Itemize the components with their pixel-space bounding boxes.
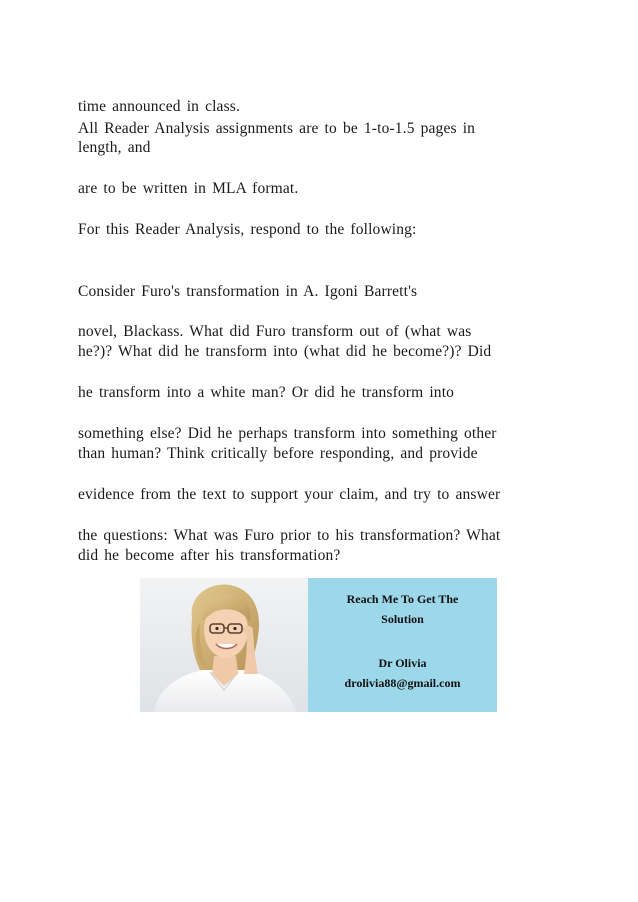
text-line: evidence from the text to support your claim, and try to answer [78,486,501,503]
text-line: he?)? What did he transform into (what did he become?)? Did [78,343,492,360]
text-line: Consider Furo's transformation in A. Igoni Barrett's [78,283,418,300]
text-line: All Reader Analysis assignments are to be 1-to-1.5 pages in [78,120,476,137]
text-line: For this Reader Analysis, respond to the following: [78,221,417,238]
text-line: he transform into a white man? Or did he transform into [78,384,455,401]
contact-name: Dr Olivia [378,656,427,670]
contact-panel [308,578,497,712]
headline-line-2: Solution [381,612,424,626]
portrait-illustration [140,578,308,712]
text-line: time announced in class. [78,98,240,115]
text-line: the questions: What was Furo prior to his transformation? What [78,527,501,544]
text-line: did he become after his transformation? [78,547,341,564]
headline-line-1: Reach Me To Get The [346,592,459,606]
woman-photo [140,578,308,712]
text-line: are to be written in MLA format. [78,180,299,197]
text-line: something else? Did he perhaps transform into something other [78,425,497,442]
contact-email: drolivia88@gmail.com [344,676,461,690]
contact-advertisement [140,578,497,712]
text-line: novel, Blackass. What did Furo transform out of (what was [78,323,472,340]
text-line: than human? Think critically before responding, and provide [78,445,478,462]
text-line: length, and [78,139,151,156]
